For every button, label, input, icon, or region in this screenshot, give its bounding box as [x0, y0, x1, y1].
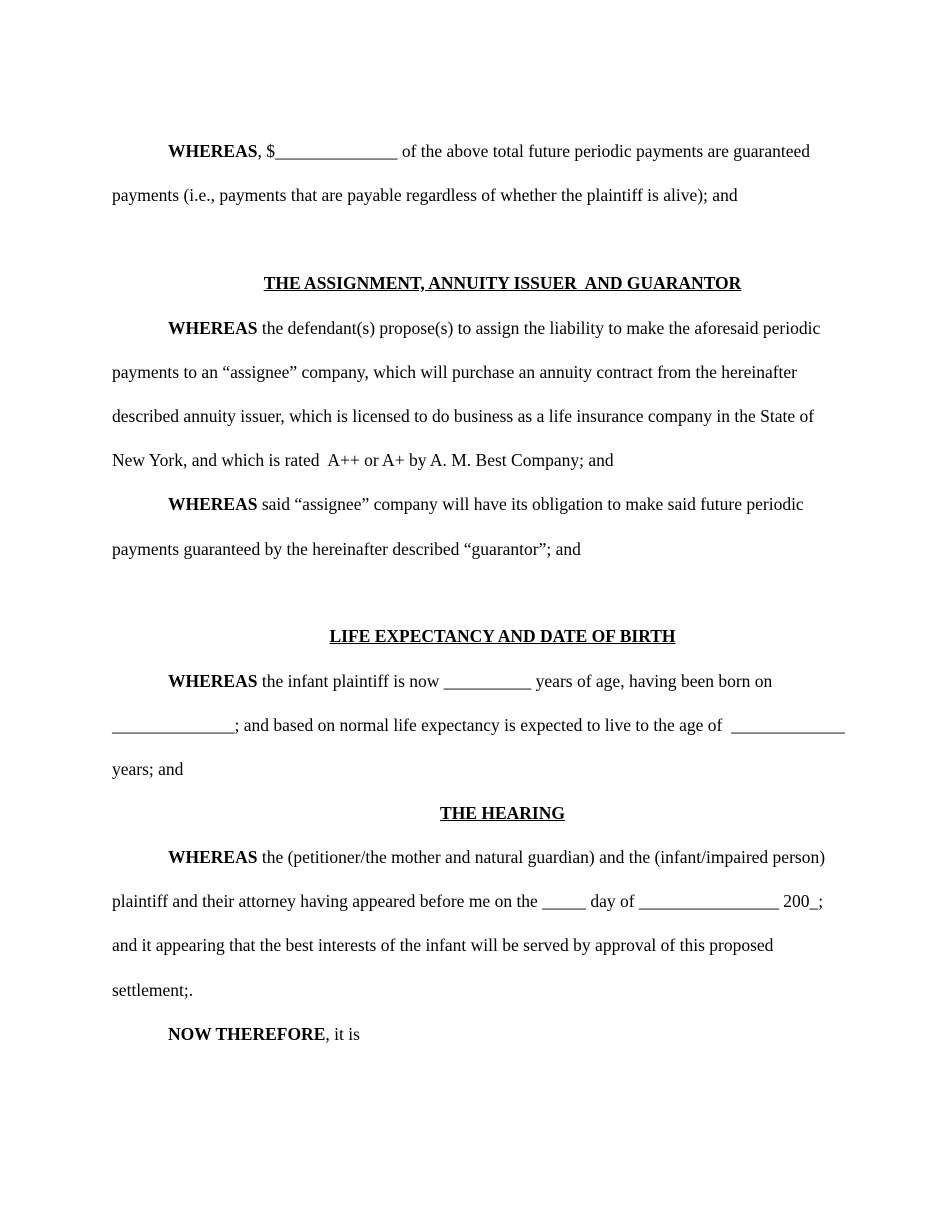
intro-paragraph-line-1 [168, 140, 810, 162]
whereas-lead: WHEREAS [168, 318, 258, 338]
life-paragraph-line-1 [168, 670, 772, 692]
text-span: , it is [325, 1024, 360, 1044]
hearing-paragraph-1-line-1 [168, 846, 825, 868]
hearing-paragraph-1-line-4: settlement;. [112, 980, 194, 1000]
text-span: the infant plaintiff is now __________ years of age, having been born on [257, 671, 773, 691]
section-heading-hearing: THE HEARING [440, 803, 565, 823]
whereas-lead: WHEREAS [168, 494, 258, 514]
whereas-lead: WHEREAS [168, 671, 258, 691]
now-therefore-lead: NOW THEREFORE [168, 1024, 326, 1044]
intro-paragraph-line-2: payments (i.e., payments that are payable regardless of whether the plaintiff is alive); and [112, 185, 738, 205]
text-span: said “assignee” company will have its obligation to make said future periodic [257, 494, 804, 514]
assignment-paragraph-1-line-3: described annuity issuer, which is licensed to do business as a life insurance company in the State of [112, 406, 815, 426]
text-span: the defendant(s) propose(s) to assign the liability to make the aforesaid periodic [257, 318, 821, 338]
assignment-paragraph-1-line-2: payments to an “assignee” company, which will purchase an annuity contract from the hereinafter [112, 362, 797, 382]
section-heading-assignment: THE ASSIGNMENT, ANNUITY ISSUER AND GUARANTOR [263, 273, 742, 293]
text-span: the (petitioner/the mother and natural guardian) and the (infant/impaired person) [257, 847, 826, 867]
assignment-paragraph-1-line-4: New York, and which is rated A++ or A+ by A. M. Best Company; and [112, 450, 614, 470]
section-heading-life-expectancy: LIFE EXPECTANCY AND DATE OF BIRTH [329, 626, 676, 646]
hearing-paragraph-1-line-2: plaintiff and their attorney having appeared before me on the _____ day of ________________ 200_; [112, 891, 824, 911]
whereas-lead: WHEREAS [168, 141, 258, 161]
assignment-paragraph-1-line-1 [168, 317, 820, 339]
life-paragraph-line-2: ______________; and based on normal life expectancy is expected to live to the age of _____________ [112, 715, 845, 735]
hearing-paragraph-1-line-3: and it appearing that the best interests of the infant will be served by approval of this proposed [112, 935, 774, 955]
now-therefore-line [168, 1023, 360, 1045]
assignment-paragraph-2-line-2: payments guaranteed by the hereinafter described “guarantor”; and [112, 539, 581, 559]
text-span: , $______________ of the above total future periodic payments are guaranteed [257, 141, 811, 161]
whereas-lead: WHEREAS [168, 847, 258, 867]
life-paragraph-line-3: years; and [112, 759, 184, 779]
assignment-paragraph-2-line-1 [168, 493, 804, 515]
